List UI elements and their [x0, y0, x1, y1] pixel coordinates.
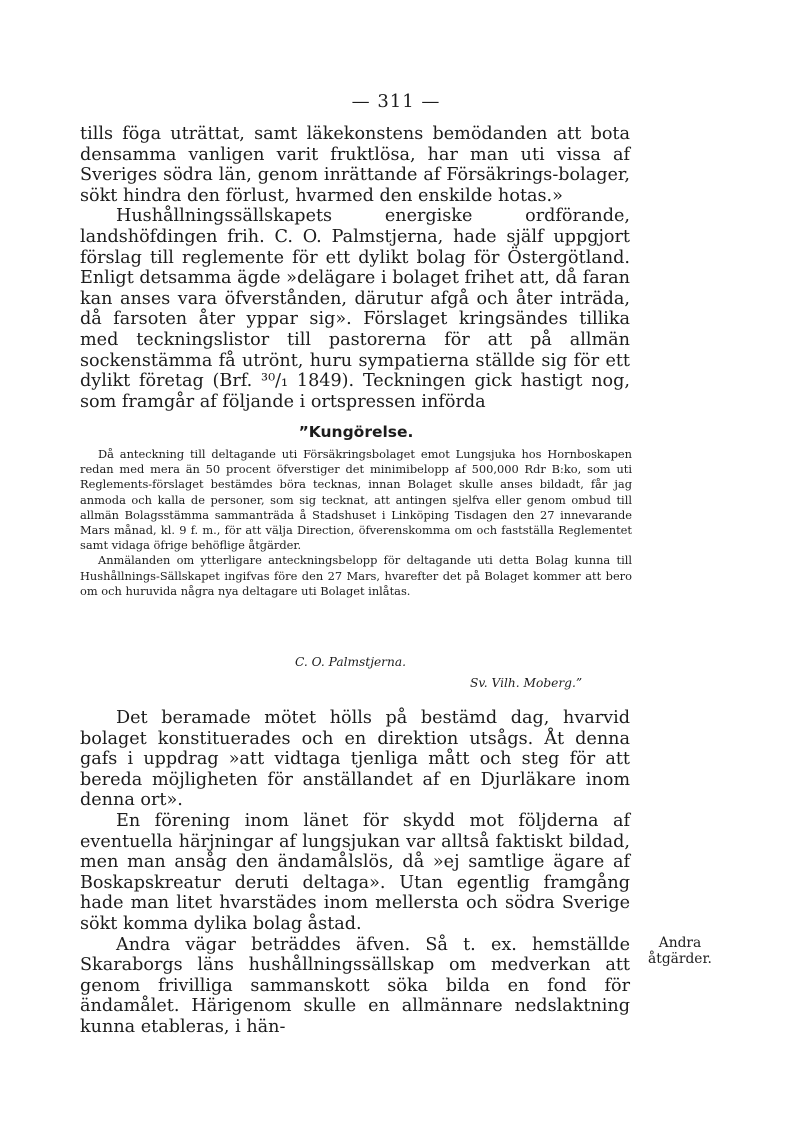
notice-heading: ”Kungörelse. [298, 423, 414, 441]
notice-paragraph: Anmälanden om ytterligare anteckningsbelopp för deltagande uti detta Bolag kunna till Hushållnings-Sällskapet ingifvas före den 27 Mars, hvarefter det på Bolaget kommer att bero om och huruvida några nya deltagare uti Bolaget inlåtas. [80, 553, 632, 598]
paragraph-palmstjerna: Hushållningssällskapets energiske ordförande, landshöfdingen frih. C. O. Palmstjerna, hade själf uppgjort förslag till reglemente för ett dylikt bolag för Östergötland. Enligt detsamma ägde »delägare i bolaget frihet att, då faran kan anses vara öfverstånden, därutur afgå och åter inträda, då farsoten åter yppar sig». Förslaget kringsändes tillika med teckningslistor till pastorerna för att på allmän sockenstämma få utrönt, huru sympatierna ställde sig för ett dylikt företag (Brf. ³⁰/₁ 1849). Teckningen gick hastigt nog, som framgår af följande i ortspressen införda [80, 206, 630, 412]
body-text-top [80, 124, 630, 412]
signature-palmstjerna: C. O. Palmstjerna. [295, 655, 406, 669]
signature-moberg: Sv. Vilh. Moberg.” [470, 676, 583, 690]
notice-text [80, 447, 632, 599]
notice-paragraph: Då anteckning till deltagande uti Försäkringsbolaget emot Lungsjuka hos Hornboskapen redan med mera än 50 procent öfverstiger det minimibelopp af 500,000 Rdr B:ko, som uti Reglements-förslaget bestämdes böra tecknas, innan Bolaget skulle anses bildadt, får jag anmoda och kalla de personer, som sig tecknat, att antingen sjelfva eller genom ombud till allmän Bolagsstämma sammanträda å Stadshuset i Linköping Tisdagen den 27 innevarande Mars månad, kl. 9 f. m., för att välja Direction, öfverenskomma om och fastställa Reglementet samt vidaga öfrige behöflige åtgärder. [80, 447, 632, 553]
page-number: — 311 — [351, 91, 441, 112]
paragraph-other-ways: Andra vägar beträddes äfven. Så t. ex. hemställde Skaraborgs läns hushållningssällskap om medverkan att genom frivilliga sammanskott söka bilda en fond för ändamålet. Härigenom skulle en allmännare nedslaktning kunna etableras, i hän- [80, 934, 630, 1037]
margin-note: Andra åtgärder. [648, 935, 712, 967]
paragraph-meeting: Det beramade mötet hölls på bestämd dag, hvarvid bolaget konstituerades och en direktion utsågs. Åt denna gafs i uppdrag »att vidtaga tjenliga mått och steg för att bereda möjligheten för anställandet af en Djurläkare inom denna ort». [80, 708, 630, 811]
paragraph-association: En förening inom länet för skydd mot följderna af eventuella härjningar af lungsjukan var alltså faktiskt bildad, men man ansåg den ändamålslös, då »ej samtlige ägare af Boskapskreatur deruti deltaga». Utan egentlig framgång hade man litet hvarstädes inom mellersta och södra Sverige sökt komma dylika bolag åstad. [80, 810, 630, 934]
body-text-bottom [80, 708, 630, 1038]
paragraph-continuation: tills föga uträttat, samt läkekonstens bemödanden att bota densamma vanligen varit fruktlösa, har man uti vissa af Sveriges södra län, genom inrättande af Försäkrings-bolager, sökt hindra den förlust, hvarmed den enskilde hotas.» [80, 124, 630, 206]
